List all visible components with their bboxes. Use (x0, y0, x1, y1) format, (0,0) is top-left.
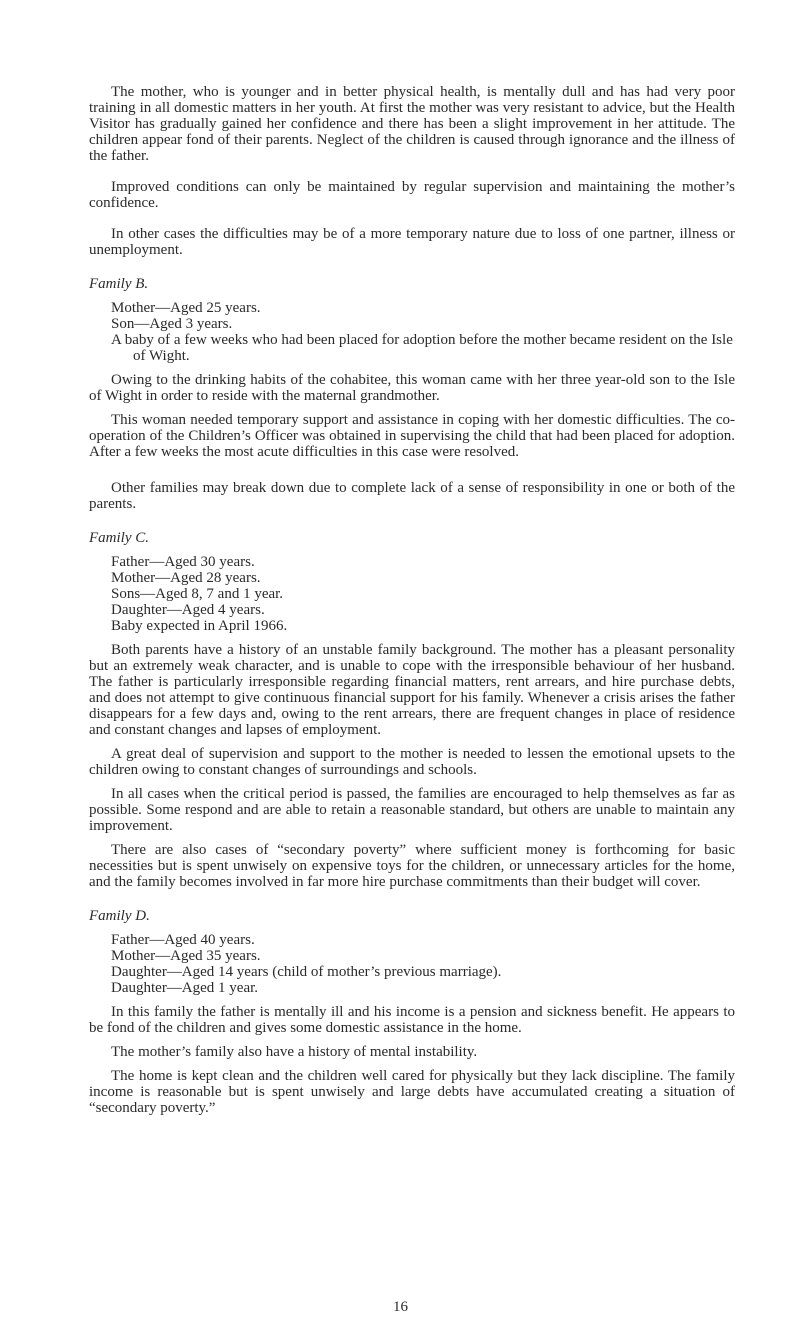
family-member: A baby of a few weeks who had been placed for adoption before the mother became resident on the Isle of Wight. (111, 332, 733, 364)
paragraph: Other families may break down due to complete lack of a sense of responsibility in one or both of the parents. (89, 480, 735, 512)
family-member: Daughter—Aged 1 year. (111, 980, 259, 996)
family-member: Daughter—Aged 4 years. (111, 602, 265, 618)
section-family-d (89, 908, 735, 1116)
family-member: Sons—Aged 8, 7 and 1 year. (111, 586, 284, 602)
family-member: Father—Aged 30 years. (111, 554, 255, 570)
paragraph: There are also cases of “secondary poverty” where sufficient money is forthcoming for basic necessities but is spent unwisely on expensive toys for the children, or unnecessary articles for the home, and the family becomes involved in far more hire purchase commitments than their budget will cover. (89, 842, 735, 890)
paragraph-improved-conditions: Improved conditions can only be maintained by regular supervision and maintaining the mother’s confidence. (89, 179, 735, 211)
paragraph: In all cases when the critical period is passed, the families are encouraged to help themselves as far as possible. Some respond and are able to retain a reasonable standard, but others are unable to maintain any improvement. (89, 786, 735, 834)
family-member: Son—Aged 3 years. (111, 316, 233, 332)
paragraph-temporary-difficulties: In other cases the difficulties may be of a more temporary nature due to loss of one partner, illness or unemployment. (89, 226, 735, 258)
page-number: 16 (393, 1299, 408, 1315)
paragraph: The home is kept clean and the children well cared for physically but they lack discipline. The family income is reasonable but is spent unwisely and large debts have accumulated creating a situation of “secondary poverty.” (89, 1068, 735, 1116)
family-c-heading: Family C. (89, 530, 149, 546)
paragraph: The mother’s family also have a history of mental instability. (111, 1044, 478, 1060)
family-member: Mother—Aged 25 years. (111, 300, 261, 316)
paragraph: A great deal of supervision and support to the mother is needed to lessen the emotional upsets to the children owing to constant changes of surroundings and schools. (89, 746, 735, 778)
paragraph: In this family the father is mentally ill and his income is a pension and sickness benefit. He appears to be fond of the children and gives some domestic assistance in the home. (89, 1004, 735, 1036)
family-member: Father—Aged 40 years. (111, 932, 255, 948)
family-member: Baby expected in April 1966. (111, 618, 288, 634)
section-family-b (89, 276, 735, 512)
family-c-members (111, 554, 735, 634)
family-member: Mother—Aged 35 years. (111, 948, 261, 964)
family-d-members (111, 932, 735, 996)
paragraph: This woman needed temporary support and assistance in coping with her domestic difficulties. The co-operation of the Children’s Officer was obtained in supervising the child that had been placed for adoption. After a few weeks the most acute difficulties in this case were resolved. (89, 412, 735, 460)
paragraph: Both parents have a history of an unstable family background. The mother has a pleasant personality but an extremely weak character, and is unable to cope with the irresponsible behaviour of her husband. The father is particularly irresponsible regarding financial matters, rent arrears, and hire purchase debts, and does not attempt to give continuous financial support for his family. Whenever a crisis arises the father disappears for a few days and, owing to the rent arrears, there are frequent changes in place of residence and constant changes and lapses of employment. (89, 642, 735, 738)
paragraph-mother-description: The mother, who is younger and in better physical health, is mentally dull and has had very poor training in all domestic matters in her youth. At first the mother was very resistant to advice, but the Health Visitor has gradually gained her confidence and there has been a slight improvement in her attitude. The children appear fond of their parents. Neglect of the children is caused through ignorance and the illness of the father. (89, 84, 735, 164)
section-family-c (89, 530, 735, 890)
family-b-members (111, 300, 735, 364)
paragraph: Owing to the drinking habits of the cohabitee, this woman came with her three year-old son to the Isle of Wight in order to reside with the maternal grandmother. (89, 372, 735, 404)
family-b-heading: Family B. (89, 276, 149, 292)
family-member: Daughter—Aged 14 years (child of mother’s previous marriage). (111, 964, 502, 980)
family-member: Mother—Aged 28 years. (111, 570, 261, 586)
family-d-heading: Family D. (89, 908, 150, 924)
